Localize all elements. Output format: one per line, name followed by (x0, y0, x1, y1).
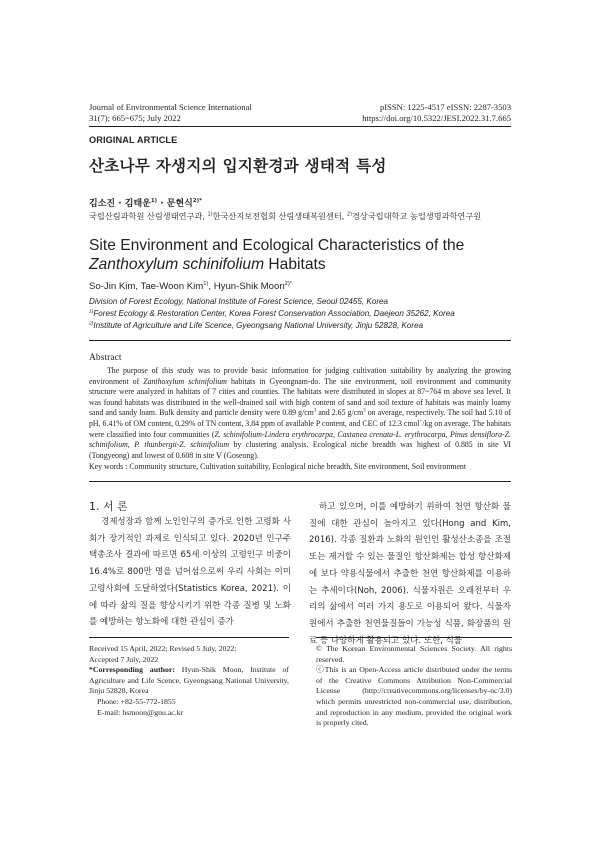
author-separator: · (115, 199, 125, 209)
intro-column-left: 경제성장과 함께 노인인구의 증가로 인한 고령화 사회가 장기적인 과제로 인식되고 있다. 2020년 인구주택총조사 결과에 따르면 65세 이상의 고령인구 비중이 16.4%로 800만 명을 넘어섬으로써 우리 사회는 이미 고령사회에 도달하였다(Statistics Korea, 2021). 이에 따라 삶의 질을 향상시키기 위한 각종 질병 및 노화를 예방하는 항노화에 대한 관심이 증가 (89, 517, 291, 628)
english-title-rest: Habitats (264, 256, 326, 273)
author-separator: · (157, 199, 167, 209)
footnote-rule-right (316, 637, 512, 638)
abstract-part: on average, respectively. The soil had 5.10 of pH, 6.41% of OM content, 0.29% of TN content, 3.84 ppm of available P content, and CEC of 12.3 cmol (89, 408, 511, 428)
doi-link[interactable]: https://doi.org/10.5322/JESI.2022.31.7.665 (362, 113, 511, 123)
keywords-text: Community structure, Cultivation suitability, Ecological niche breadth, Site environment, Soil environment (129, 462, 467, 471)
korean-title: 산초나무 자생지의 입지환경과 생태적 특성 (89, 157, 387, 175)
species-name: Zanthoxylum schinifolium (89, 256, 265, 273)
corresponding-author (89, 665, 289, 697)
affiliation-text: Forest Ecology & Restoration Center, Korea Forest Conservation Association, Daejeon 35262, Korea (93, 309, 455, 318)
received-date: Received 15 April, 2022; Revised 5 July, 2022; (89, 644, 237, 653)
unit-sup: 3 (313, 408, 317, 414)
english-affiliation-1 (89, 296, 388, 307)
corresponding-text: Hyun-Shik Moon, Institute of Agriculture and Life Scence, Gyeongsang National University, Jinju 52828, Korea (89, 665, 289, 696)
journal-header (89, 102, 252, 124)
affiliation-sup: 2) (89, 321, 94, 327)
copyright-notice: © The Korean Environmental Sciences Society. All rights reserved. (316, 644, 512, 664)
korean-author-1: 김소진 (89, 199, 116, 209)
affiliation-sup: 2) (346, 211, 352, 218)
email[interactable]: E-mail: hsmoon@gnu.ac.kr (97, 707, 184, 717)
korean-affiliations (89, 211, 481, 222)
intro-column-right: 하고 있으며, 이를 예방하기 위하여 천연 항산화 물질에 대한 관심이 높아지고 있다(Hong and Kim, 2016). 각종 질환과 노화의 원인인 활성산소종을 조절 또는 제거할 수 있는 물질인 항산화제는 합성 항산화제에 보다 약용식물에서 추출한 천연 항산화제를 이용하는 추세이다(Noh, 2006). 식물자원은 오래전부터 우리의 삶에서 여러 가지 용도로 이용되어 왔다. 식물자원에서 추출한 천연물질들이 가능성 식품, 화장품의 원료 등 다양하게 활용되고 있다. 또한, 식물 (309, 502, 511, 646)
korean-affiliation-1: 국립산림과학원 산림생태연구과, (89, 211, 208, 221)
korean-affiliation-2: 한국산지보전협회 산림생태복원센터, (212, 211, 347, 221)
unit-sup: 3 (363, 408, 366, 414)
korean-authors (89, 196, 202, 209)
abstract-top-rule (89, 340, 511, 341)
accepted-date: Accepted 7 July, 2022 (89, 654, 159, 664)
species-name: Zanthoxylum schinifolium (143, 376, 227, 386)
korean-affiliation-3: 경상국립대학교 농업생명과학연구원 (352, 211, 482, 221)
english-affiliation-2 (89, 308, 455, 319)
section-heading-intro: 1. 서 론 (89, 500, 128, 513)
english-authors (89, 281, 292, 292)
english-title-line2 (89, 255, 519, 274)
author-3-sup: 2)* (192, 198, 202, 204)
abstract-part: by clustering analysis. Ecological niche breadth was highest of 0.885 in site Ⅵ (Tongyeong) and lowest of 0.608 in site Ⅴ (Goseong). (89, 440, 511, 460)
affiliation-text: Division of Forest Ecology, National Institute of Forest Science, Seoul 02455, Korea (89, 297, 389, 306)
abstract-heading: Abstract (89, 352, 122, 363)
issn-doi-block (362, 102, 511, 124)
abstract-text (89, 366, 511, 461)
affiliation-sup: 1) (207, 211, 213, 218)
journal-name: Journal of Environmental Science International (89, 102, 252, 112)
english-title (89, 236, 519, 274)
abstract-part: habitats in Gyeongnam-do. The site environment, soil environment and community structure were analyzed in habitats of 7 cities and counties. The habitats were distributed in slopes at 87~764 m above sea level. It was found habitats was distributed in the well-drained soil with high content of sand and soil texture of habitats was mainly loamy sand and sandy loam. Bulk density and particle density were 0.89 g/cm (89, 376, 511, 418)
footnote-rule-left (89, 637, 289, 638)
affiliation-sup: 1) (89, 309, 94, 315)
journal-volume: 31(7); 665~675; July 2022 (89, 113, 181, 123)
unit-sup: + (419, 419, 423, 425)
english-author-names-1: So-Jin Kim, Tae-Woon Kim (89, 281, 204, 292)
corresponding-label: *Corresponding author: (89, 665, 175, 675)
korean-author-3: 문현식 (166, 199, 193, 209)
abstract-part: The purpose of this study was to provide basic information for judging cultivation suitability by analyzing the growing environment of (89, 366, 511, 386)
english-author-names-2: , Hyun-Shik Moon (208, 281, 285, 292)
abstract-part: /kg on average. The habitats were classified into four communities ( (89, 418, 511, 439)
phone: Phone: +82-55-772-1855 (97, 696, 176, 706)
abstract-bottom-rule (89, 481, 511, 482)
abstract-part: and 2.65 g/cm (316, 408, 364, 418)
english-title-line1: Site Environment and Ecological Characteristics of the (89, 237, 465, 254)
footnote-copyright-license (316, 644, 512, 729)
footnote-dates-correspondence (89, 644, 289, 718)
english-affiliation-3 (89, 320, 423, 331)
author-sup: 2)* (284, 280, 293, 287)
keywords-label: Key words : (89, 462, 130, 471)
affiliation-text: Institute of Agriculture and Life Scence, Gyeongsang National University, Jinju 52828, Korea (93, 321, 424, 330)
issn: pISSN: 1225-4517 eISSN: 2287-3503 (379, 102, 511, 112)
korean-author-2: 김태운 (124, 199, 151, 209)
article-type: ORIGINAL ARTICLE (89, 135, 178, 145)
author-sup: 1) (203, 280, 209, 287)
community-names: Z. schinifolium-Lindera erythrocarpa, Castanea crenata-L. erythrocarpa, Pinus densiflora-Z. schinifolium, P. thunbergii-Z. schinifolium (89, 429, 511, 450)
keywords (89, 462, 511, 473)
license-notice: ⓒThis is an Open-Access article distributed under the terms of the Creative Commons Attribution Non-Commercial License (http://creativecommons.org/licenses/by-nc/3.0) which permits unrestricted non-commercial use, distribution, and reproduction in any medium, provided the original work is properly cited. (316, 665, 512, 728)
header-rule (89, 126, 511, 127)
author-2-sup: 1) (150, 198, 158, 204)
